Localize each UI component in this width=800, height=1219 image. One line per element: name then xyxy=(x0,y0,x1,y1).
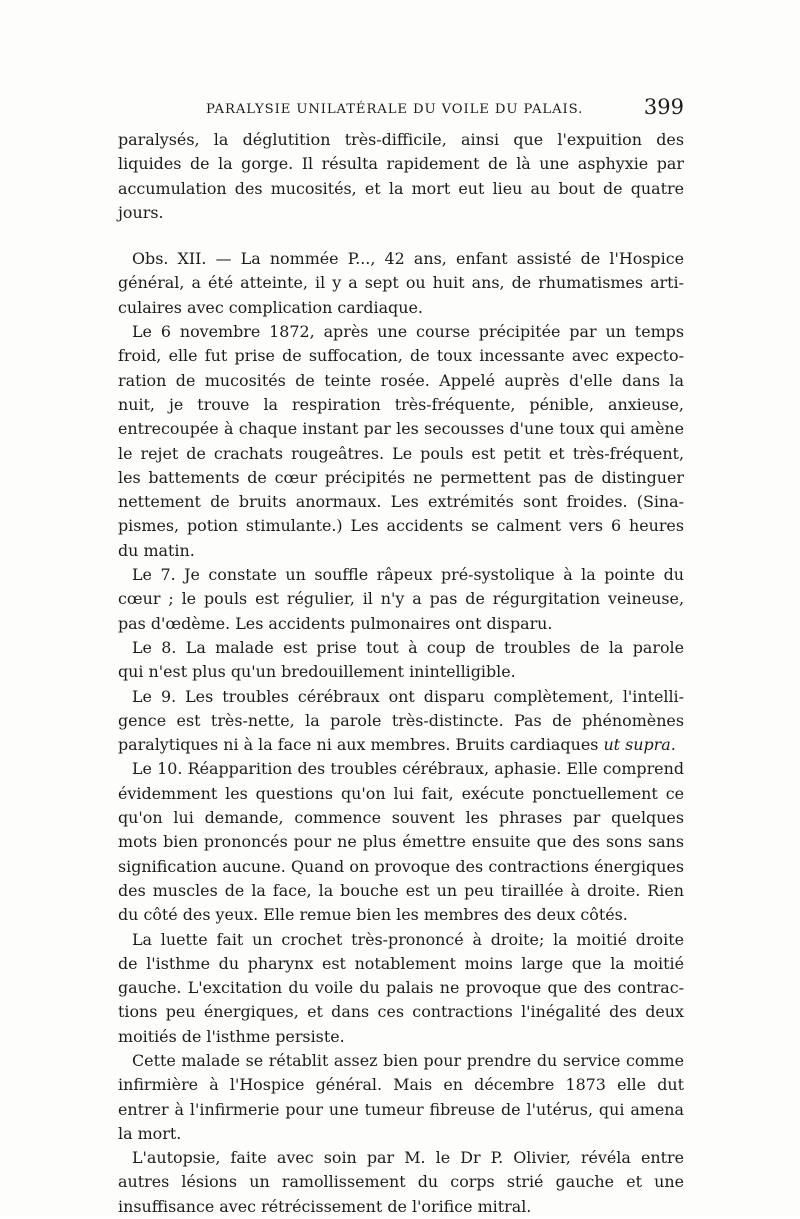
text-line: mots bien prononcés pour ne plus émettre ensuite que des sons sans xyxy=(118,832,684,852)
text-line: pas d'œdème. Les accidents pulmonaires ont disparu. xyxy=(118,613,553,633)
page-number: 399 xyxy=(643,95,684,119)
paragraph xyxy=(118,636,684,685)
paragraph xyxy=(118,757,684,927)
text-line: entrer à l'infirmerie pour une tumeur fibreuse de l'utérus, qui amena xyxy=(118,1099,684,1119)
text-line: pismes, potion stimulante.) Les accidents se calment vers 6 heures xyxy=(118,516,684,536)
paragraph xyxy=(118,1049,684,1146)
text-line: infirmière à l'Hospice général. Mais en décembre 1873 elle dut xyxy=(118,1075,684,1095)
running-title: PARALYSIE UNILATÉRALE DU VOILE DU PALAIS. xyxy=(206,102,584,117)
text-line: moitiés de l'isthme persiste. xyxy=(118,1026,345,1046)
text-line: qui n'est plus qu'un bredouillement inintelligible. xyxy=(118,662,516,682)
italic-fragment: ut supra. xyxy=(603,735,676,755)
running-header xyxy=(118,95,684,124)
text-line: Le 6 novembre 1872, après une course précipitée par un temps xyxy=(132,322,684,342)
paragraph xyxy=(118,685,684,758)
text-line: la mort. xyxy=(118,1123,182,1143)
body-text xyxy=(118,128,684,1219)
text-line: nuit, je trouve la respiration très-fréquente, pénible, anxieuse, xyxy=(118,394,684,414)
text-line: gence est très-nette, la parole très-distincte. Pas de phénomènes xyxy=(118,710,684,730)
text-line: L'autopsie, faite avec soin par M. le Dr P. Olivier, révéla entre xyxy=(132,1148,684,1168)
text-line: les battements de cœur précipités ne permettent pas de distinguer xyxy=(118,467,684,487)
text-fragment: paralytiques ni à la face ni aux membres. Bruits cardiaques xyxy=(118,735,604,755)
text-line: Le 10. Réapparition des troubles cérébraux, aphasie. Elle comprend xyxy=(132,759,684,779)
text-line: le rejet de crachats rougeâtres. Le pouls est petit et très-fréquent, xyxy=(118,443,684,463)
text-line: entrecoupée à chaque instant par les secousses d'une toux qui amène xyxy=(118,419,684,439)
text-line: accumulation des mucosités, et la mort eut lieu au bout de quatre xyxy=(118,178,684,198)
paragraph xyxy=(118,128,684,225)
paragraph xyxy=(118,1146,684,1219)
text-line: insuffisance avec rétrécissement de l'orifice mitral. xyxy=(118,1196,532,1216)
text-line: du matin. xyxy=(118,540,195,560)
text-line: nettement de bruits anormaux. Les extrémités sont froides. (Sina- xyxy=(118,492,684,512)
text-line: ration de mucosités de teinte rosée. Appelé auprès d'elle dans la xyxy=(118,370,684,390)
text-line: La luette fait un crochet très-prononcé à droite; la moitié droite xyxy=(132,929,684,949)
text-line: Le 8. La malade est prise tout à coup de troubles de la parole xyxy=(132,637,684,657)
text-line: Cette malade se rétablit assez bien pour prendre du service comme xyxy=(132,1050,684,1070)
paragraph xyxy=(118,563,684,636)
text-line: général, a été atteinte, il y a sept ou huit ans, de rhumatismes arti- xyxy=(118,273,684,293)
paragraph xyxy=(118,928,684,1049)
text-line: jours. xyxy=(118,202,164,222)
text-line: froid, elle fut prise de suffocation, de toux incessante avec expecto- xyxy=(118,346,684,366)
text-line: liquides de la gorge. Il résulta rapidement de là une asphyxie par xyxy=(118,154,684,174)
text-line: signification aucune. Quand on provoque des contractions énergiques xyxy=(118,856,684,876)
text-line: Le 9. Les troubles cérébraux ont disparu complètement, l'intelli- xyxy=(132,686,684,706)
text-line: culaires avec complication cardiaque. xyxy=(118,297,423,317)
text-line: du côté des yeux. Elle remue bien les membres des deux côtés. xyxy=(118,905,628,925)
text-line: Le 7. Je constate un souffle râpeux pré-systolique à la pointe du xyxy=(132,565,684,585)
text-line: qu'on lui demande, commence souvent les phrases par quelques xyxy=(118,808,684,828)
paragraph xyxy=(118,320,684,563)
text-line: autres lésions un ramollissement du corps strié gauche et une xyxy=(118,1172,684,1192)
text-line xyxy=(118,733,684,757)
text-line: gauche. L'excitation du voile du palais ne provoque que des contrac- xyxy=(118,978,684,998)
observation-heading-paragraph xyxy=(118,247,684,320)
text-line: tions peu énergiques, et dans ces contractions l'inégalité des deux xyxy=(118,1002,684,1022)
text-line: de l'isthme du pharynx est notablement moins large que la moitié xyxy=(118,953,684,973)
text-line: évidemment les questions qu'on lui fait, exécute ponctuellement ce xyxy=(118,783,684,803)
text-line: des muscles de la face, la bouche est un peu tiraillée à droite. Rien xyxy=(118,880,684,900)
text-line: Obs. XII. — La nommée P..., 42 ans, enfant assisté de l'Hospice xyxy=(132,249,684,269)
text-line: cœur ; le pouls est régulier, il n'y a pas de régurgitation veineuse, xyxy=(118,589,684,609)
text-line: paralysés, la déglutition très-difficile, ainsi que l'expuition des xyxy=(118,130,684,149)
